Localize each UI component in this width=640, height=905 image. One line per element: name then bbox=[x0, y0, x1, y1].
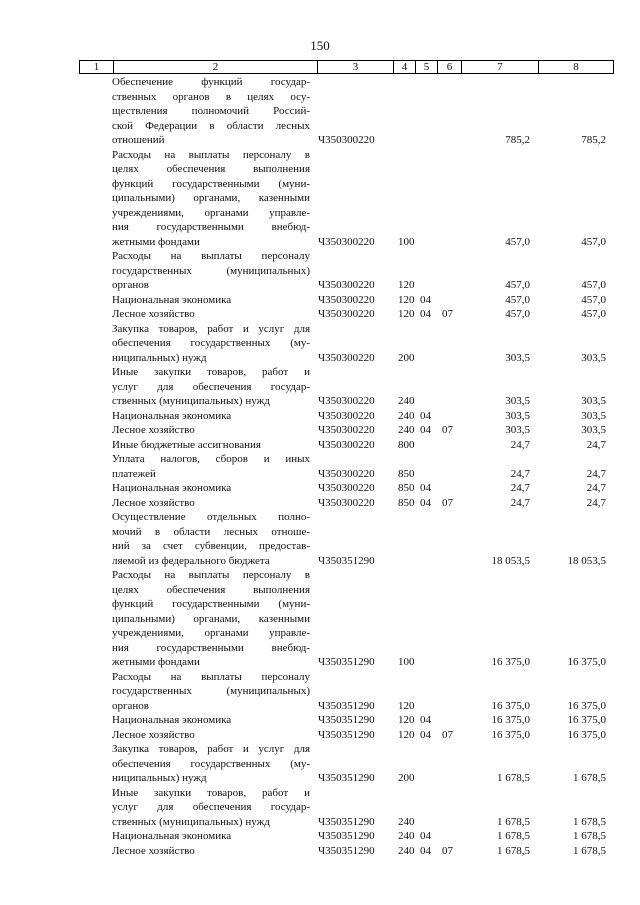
row-code: Ч350351290 bbox=[318, 815, 375, 828]
table-row bbox=[0, 365, 640, 409]
row-name-line: ципальными) органами, казенными bbox=[112, 192, 310, 204]
row-value-col7: 24,7 bbox=[510, 467, 530, 480]
row-name-line: Закупка товаров, работ и услуг для bbox=[112, 322, 310, 335]
row-section: 04 bbox=[420, 308, 431, 320]
row-value-col7: 16 375,0 bbox=[491, 728, 530, 741]
row-name bbox=[112, 786, 310, 830]
row-name-line: Расходы на выплаты персоналу bbox=[112, 670, 310, 683]
row-value-col8: 24,7 bbox=[586, 496, 606, 509]
table-row bbox=[0, 496, 640, 511]
row-name-line: ниципальных) нужд bbox=[112, 351, 207, 364]
table-row bbox=[0, 829, 640, 844]
row-expense-type: 200 bbox=[398, 772, 415, 784]
row-expense-type: 120 bbox=[398, 279, 415, 291]
row-name-line: Иные бюджетные ассигнования bbox=[112, 438, 261, 451]
row-name-line: ниципальных) нужд bbox=[112, 772, 207, 784]
row-value-col7: 1 678,5 bbox=[497, 815, 530, 828]
row-name bbox=[112, 293, 310, 308]
row-name-line: Иные закупки товаров, работ и bbox=[112, 366, 310, 378]
table-row bbox=[0, 481, 640, 496]
row-value-col7: 16 375,0 bbox=[491, 714, 530, 726]
table-row bbox=[0, 307, 640, 322]
row-name-line: жетными фондами bbox=[112, 235, 200, 248]
table-row bbox=[0, 713, 640, 728]
row-expense-type: 240 bbox=[398, 844, 415, 857]
row-value-col8: 303,5 bbox=[581, 395, 606, 407]
row-subsection: 07 bbox=[442, 844, 453, 857]
row-name-line: Уплата налогов, сборов и иных bbox=[112, 453, 310, 465]
row-value-col8: 457,0 bbox=[581, 279, 606, 291]
row-expense-type: 120 bbox=[398, 699, 415, 712]
row-name-line: Закупка товаров, работ и услуг для bbox=[112, 743, 310, 755]
row-name-line: ственных (муниципальных) нужд bbox=[112, 395, 270, 407]
row-value-col7: 457,0 bbox=[505, 279, 530, 291]
row-name-line: Лесное хозяйство bbox=[112, 496, 195, 509]
row-code: Ч350300220 bbox=[318, 409, 375, 422]
row-value-col8: 1 678,5 bbox=[573, 815, 606, 828]
row-value-col8: 18 053,5 bbox=[567, 554, 606, 567]
table-row bbox=[0, 409, 640, 424]
row-code: Ч350300220 bbox=[318, 467, 375, 480]
row-subsection: 07 bbox=[442, 728, 453, 741]
row-value-col8: 16 375,0 bbox=[567, 699, 606, 712]
row-value-col7: 18 053,5 bbox=[491, 554, 530, 567]
row-name-line: ний за счет субвенции, предостав- bbox=[112, 540, 310, 552]
row-name-line: органов bbox=[112, 699, 149, 712]
row-value-col7: 785,2 bbox=[505, 134, 530, 146]
row-value-col8: 16 375,0 bbox=[567, 656, 606, 668]
row-code: Ч350300220 bbox=[318, 308, 375, 320]
row-value-col8: 16 375,0 bbox=[567, 714, 606, 726]
header-col-6: 6 bbox=[438, 61, 462, 73]
row-value-col7: 303,5 bbox=[505, 395, 530, 407]
row-value-col7: 303,5 bbox=[505, 351, 530, 364]
row-value-col8: 1 678,5 bbox=[573, 772, 606, 784]
table-header bbox=[79, 60, 614, 74]
row-value-col7: 16 375,0 bbox=[491, 699, 530, 712]
row-name bbox=[112, 148, 310, 250]
table-row bbox=[0, 844, 640, 859]
row-value-col7: 16 375,0 bbox=[491, 656, 530, 668]
row-section: 04 bbox=[420, 482, 431, 494]
row-code: Ч350351290 bbox=[318, 728, 375, 741]
row-code: Ч350300220 bbox=[318, 351, 375, 364]
row-value-col8: 457,0 bbox=[581, 235, 606, 248]
row-expense-type: 100 bbox=[398, 656, 415, 668]
row-name-line: Национальная экономика bbox=[112, 293, 232, 306]
header-col-8: 8 bbox=[573, 61, 579, 73]
row-value-col7: 1 678,5 bbox=[497, 844, 530, 857]
row-name bbox=[112, 670, 310, 714]
row-value-col8: 457,0 bbox=[581, 293, 606, 306]
row-expense-type: 800 bbox=[398, 438, 415, 451]
header-col-3: 3 bbox=[318, 61, 394, 73]
row-name-line: ственных (муниципальных) нужд bbox=[112, 815, 270, 828]
row-name-line: Лесное хозяйство bbox=[112, 308, 195, 320]
row-code: Ч350351290 bbox=[318, 554, 375, 567]
row-name bbox=[112, 742, 310, 786]
row-name bbox=[112, 568, 310, 670]
row-name bbox=[112, 496, 310, 511]
row-name-line: ляемой из федерального бюджета bbox=[112, 554, 270, 567]
row-section: 04 bbox=[420, 496, 431, 509]
header-col-7: 7 bbox=[462, 61, 539, 73]
row-value-col8: 457,0 bbox=[581, 308, 606, 320]
row-section: 04 bbox=[420, 830, 431, 842]
row-name bbox=[112, 423, 310, 438]
row-value-col8: 1 678,5 bbox=[573, 844, 606, 857]
row-expense-type: 850 bbox=[398, 496, 415, 509]
row-name bbox=[112, 510, 310, 568]
row-code: Ч350351290 bbox=[318, 699, 375, 712]
table-row bbox=[0, 510, 640, 568]
row-name bbox=[112, 713, 310, 728]
row-code: Ч350351290 bbox=[318, 714, 375, 726]
row-expense-type: 240 bbox=[398, 830, 415, 842]
row-value-col7: 24,7 bbox=[510, 496, 530, 509]
row-value-col7: 457,0 bbox=[505, 308, 530, 320]
row-name-line: целях обеспечения выполнения bbox=[112, 583, 310, 596]
table-row bbox=[0, 670, 640, 714]
row-name bbox=[112, 829, 310, 844]
row-value-col7: 303,5 bbox=[505, 409, 530, 422]
row-expense-type: 240 bbox=[398, 424, 415, 436]
row-subsection: 07 bbox=[442, 424, 453, 436]
row-code: Ч350300220 bbox=[318, 496, 375, 509]
page-number: 150 bbox=[310, 38, 330, 53]
row-value-col8: 303,5 bbox=[581, 424, 606, 436]
row-section: 04 bbox=[420, 293, 431, 306]
row-name bbox=[112, 452, 310, 481]
row-name-line: функций государственными (муни- bbox=[112, 177, 310, 190]
row-name-line: Лесное хозяйство bbox=[112, 728, 195, 741]
row-section: 04 bbox=[420, 714, 431, 726]
row-name-line: Национальная экономика bbox=[112, 409, 232, 422]
row-name-line: государственных (муниципальных) bbox=[112, 264, 310, 277]
row-name-line: Национальная экономика bbox=[112, 830, 232, 842]
row-name bbox=[112, 249, 310, 293]
row-value-col8: 303,5 bbox=[581, 409, 606, 422]
row-code: Ч350300220 bbox=[318, 293, 375, 306]
row-name-line: Лесное хозяйство bbox=[112, 844, 195, 857]
row-name-line: мочий в области лесных отноше- bbox=[112, 525, 310, 538]
row-name-line: Расходы на выплаты персоналу bbox=[112, 250, 310, 262]
table-row bbox=[0, 728, 640, 743]
row-name bbox=[112, 481, 310, 496]
header-col-5: 5 bbox=[416, 61, 438, 73]
row-name-line: Расходы на выплаты персоналу в bbox=[112, 148, 310, 161]
row-name-line: обеспечения государственных (му- bbox=[112, 757, 310, 770]
row-section: 04 bbox=[420, 728, 431, 741]
row-code: Ч350351290 bbox=[318, 772, 375, 784]
header-col-1: 1 bbox=[80, 61, 114, 73]
row-value-col8: 24,7 bbox=[586, 467, 606, 480]
table-row bbox=[0, 438, 640, 453]
row-expense-type: 120 bbox=[398, 728, 415, 741]
row-name-line: платежей bbox=[112, 467, 156, 480]
row-code: Ч350300220 bbox=[318, 235, 375, 248]
row-name bbox=[112, 728, 310, 743]
row-name bbox=[112, 438, 310, 453]
row-name-line: Иные закупки товаров, работ и bbox=[112, 786, 310, 799]
row-name-line: Обеспечение функций государ- bbox=[112, 76, 310, 88]
row-name-line: учреждениями, органами управле- bbox=[112, 206, 310, 219]
row-name-line: услуг для обеспечения государ- bbox=[112, 380, 310, 393]
row-value-col8: 16 375,0 bbox=[567, 728, 606, 741]
row-code: Ч350300220 bbox=[318, 395, 375, 407]
row-name-line: ния государственными внебюд- bbox=[112, 641, 310, 654]
row-name-line: ния государственными внебюд- bbox=[112, 221, 310, 233]
row-name-line: обеспечения государственных (му- bbox=[112, 337, 310, 349]
row-expense-type: 240 bbox=[398, 395, 415, 407]
table-row bbox=[0, 423, 640, 438]
row-expense-type: 240 bbox=[398, 409, 415, 422]
table-row bbox=[0, 293, 640, 308]
row-expense-type: 850 bbox=[398, 482, 415, 494]
row-expense-type: 240 bbox=[398, 815, 415, 828]
row-value-col8: 785,2 bbox=[581, 134, 606, 146]
row-value-col8: 1 678,5 bbox=[573, 830, 606, 842]
row-name-line: ской Федерации в области лесных bbox=[112, 119, 310, 132]
row-expense-type: 120 bbox=[398, 293, 415, 306]
row-expense-type: 850 bbox=[398, 467, 415, 480]
table-row bbox=[0, 568, 640, 670]
row-section: 04 bbox=[420, 424, 431, 436]
row-subsection: 07 bbox=[442, 496, 453, 509]
row-code: Ч350300220 bbox=[318, 279, 375, 291]
header-col-4: 4 bbox=[394, 61, 416, 73]
row-name-line: услуг для обеспечения государ- bbox=[112, 801, 310, 813]
row-code: Ч350351290 bbox=[318, 830, 375, 842]
row-code: Ч350300220 bbox=[318, 424, 375, 436]
row-value-col7: 1 678,5 bbox=[497, 830, 530, 842]
table-row bbox=[0, 75, 640, 148]
row-name bbox=[112, 75, 310, 148]
row-name bbox=[112, 365, 310, 409]
row-section: 04 bbox=[420, 409, 431, 422]
row-name-line: целях обеспечения выполнения bbox=[112, 163, 310, 175]
row-value-col8: 303,5 bbox=[581, 351, 606, 364]
row-code: Ч350351290 bbox=[318, 844, 375, 857]
row-name-line: ципальными) органами, казенными bbox=[112, 612, 310, 625]
row-name-line: ществления полномочий Россий- bbox=[112, 105, 310, 117]
row-expense-type: 100 bbox=[398, 235, 415, 248]
row-name-line: государственных (муниципальных) bbox=[112, 685, 310, 697]
row-value-col7: 457,0 bbox=[505, 235, 530, 248]
row-section: 04 bbox=[420, 844, 431, 857]
row-value-col8: 24,7 bbox=[586, 438, 606, 451]
row-name-line: функций государственными (муни- bbox=[112, 598, 310, 610]
row-value-col7: 24,7 bbox=[510, 438, 530, 451]
row-name bbox=[112, 409, 310, 424]
row-name bbox=[112, 307, 310, 322]
row-code: Ч350300220 bbox=[318, 134, 375, 146]
row-name bbox=[112, 844, 310, 859]
row-name-line: жетными фондами bbox=[112, 656, 200, 668]
row-name-line: органов bbox=[112, 279, 149, 291]
row-code: Ч350300220 bbox=[318, 482, 375, 494]
table-row bbox=[0, 148, 640, 250]
table-row bbox=[0, 786, 640, 830]
row-name bbox=[112, 322, 310, 366]
table-row bbox=[0, 452, 640, 481]
row-code: Ч350300220 bbox=[318, 438, 375, 451]
row-value-col7: 1 678,5 bbox=[497, 772, 530, 784]
row-value-col7: 457,0 bbox=[505, 293, 530, 306]
row-value-col7: 303,5 bbox=[505, 424, 530, 436]
row-name-line: Осуществление отдельных полно- bbox=[112, 511, 310, 523]
row-name-line: Расходы на выплаты персоналу в bbox=[112, 569, 310, 581]
header-col-2: 2 bbox=[114, 61, 318, 73]
table-row bbox=[0, 742, 640, 786]
row-code: Ч350351290 bbox=[318, 656, 375, 668]
row-expense-type: 120 bbox=[398, 308, 415, 320]
table-row bbox=[0, 249, 640, 293]
row-value-col7: 24,7 bbox=[510, 482, 530, 494]
row-expense-type: 200 bbox=[398, 351, 415, 364]
row-subsection: 07 bbox=[442, 308, 453, 320]
table-row bbox=[0, 322, 640, 366]
row-name-line: Лесное хозяйство bbox=[112, 424, 195, 436]
row-name-line: учреждениями, органами управле- bbox=[112, 627, 310, 639]
row-expense-type: 120 bbox=[398, 714, 415, 726]
row-name-line: Национальная экономика bbox=[112, 482, 232, 494]
row-name-line: Национальная экономика bbox=[112, 714, 232, 726]
row-name-line: ственных органов в целях осу- bbox=[112, 90, 310, 103]
row-name-line: отношений bbox=[112, 134, 165, 146]
row-value-col8: 24,7 bbox=[586, 482, 606, 494]
